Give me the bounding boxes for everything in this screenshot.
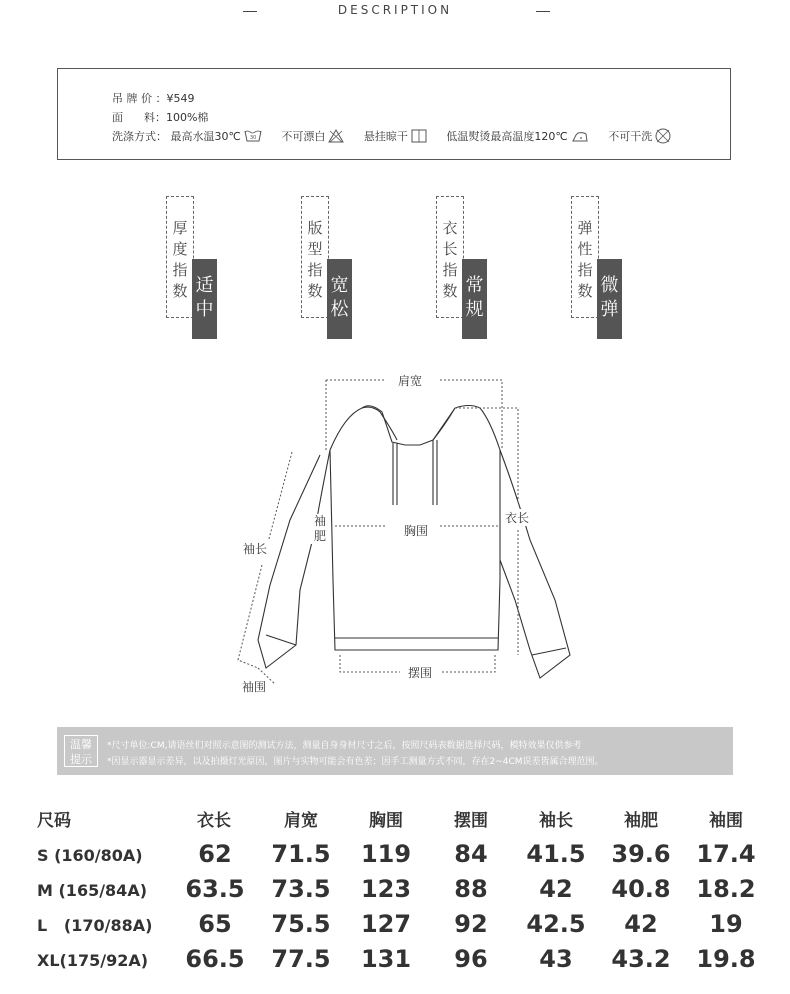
fabric-label: 面 料：: [112, 111, 166, 124]
cell: 42: [624, 910, 658, 938]
col-header-chest: 胸围: [369, 811, 403, 831]
index-length: [436, 196, 488, 339]
cell: 63.5: [185, 875, 245, 903]
row-label-m: M (165/84A): [37, 881, 148, 900]
no-bleach-icon: [328, 129, 344, 143]
cell: 19: [709, 910, 743, 938]
index-value: 微弹: [597, 259, 622, 339]
cell: 43: [539, 945, 573, 973]
index-fit: [301, 196, 353, 339]
cell: 42: [539, 875, 573, 903]
cell: 43.2: [611, 945, 671, 973]
col-header-sleeve-length: 袖长: [539, 811, 573, 831]
product-info-box: [57, 68, 731, 160]
row-label-l: L (170/88A): [37, 916, 153, 935]
cell: 75.5: [271, 910, 331, 938]
cell: 71.5: [271, 840, 331, 868]
row-label-xl: XL(175/92A): [37, 951, 149, 970]
cell: 40.8: [611, 875, 671, 903]
cell: 42.5: [526, 910, 586, 938]
svg-text:30: 30: [249, 135, 257, 141]
care-wash-30: [171, 128, 262, 144]
price-value: ¥549: [166, 92, 195, 105]
fabric-value: 100%棉: [165, 111, 209, 124]
col-header-cuff: 袖围: [709, 811, 743, 831]
index-label: 弹性指数: [577, 219, 593, 300]
label-length: 衣长: [505, 511, 530, 525]
care-no-dry-clean: [608, 128, 671, 144]
iron-low-icon: [571, 129, 589, 143]
cell: 65: [198, 910, 232, 938]
wash-label: 洗涤方式：: [112, 130, 167, 143]
index-label: 厚度指数: [172, 219, 188, 300]
care-text: 不可干洗: [608, 130, 653, 143]
care-no-bleach: [281, 128, 344, 144]
hang-dry-icon: [411, 129, 427, 143]
fabric-row: [112, 109, 208, 125]
tips-line-2: *因显示器显示差异，以及拍摄灯光原因，图片与实物可能会有色差；因手工测量方式不同，存在2~4CM误差皆属合理范围。: [107, 757, 604, 767]
col-header-hem: 摆围: [454, 811, 488, 831]
cell: 73.5: [271, 875, 331, 903]
tips-line-1: *尺寸单位:CM,请语丝们对照示意图的测试方法，测量自身身材尺寸之后，按照尺码表数据选择尺码，模特效果仅供参考: [107, 741, 582, 751]
cell: 17.4: [696, 840, 756, 868]
care-text: 悬挂晾干: [363, 130, 408, 143]
no-dry-clean-icon: [655, 128, 671, 144]
cell: 119: [360, 840, 412, 868]
cell: 84: [454, 840, 488, 868]
cell: 39.6: [611, 840, 671, 868]
cell: 92: [454, 910, 488, 938]
cell: 88: [454, 875, 488, 903]
index-value: 宽松: [327, 259, 352, 339]
col-header-shoulder: 肩宽: [284, 811, 318, 831]
cell: 19.8: [696, 945, 756, 973]
care-iron-low: [446, 128, 588, 144]
care-text: 不可漂白: [281, 130, 326, 143]
index-label: 版型指数: [307, 219, 323, 300]
header-dash-right: [536, 11, 550, 12]
col-header-size: 尺码: [37, 811, 71, 831]
label-cuff: 袖围: [242, 680, 267, 694]
hoodie-measurement-diagram: [0, 360, 790, 700]
cell: 18.2: [696, 875, 756, 903]
care-text: 低温熨烫最高温度120℃: [446, 130, 568, 143]
care-hang-dry: [364, 128, 427, 144]
col-header-length: 衣长: [197, 811, 231, 831]
price-label: 吊 牌 价 ：: [112, 92, 167, 105]
index-elasticity: [571, 196, 623, 339]
section-title: DESCRIPTION: [337, 3, 453, 17]
tips-tag: 温馨提示: [64, 735, 98, 767]
label-sleeve-length: 袖长: [243, 542, 268, 556]
index-label: 衣长指数: [442, 219, 458, 300]
wash-30-icon: [244, 129, 262, 143]
cell: 131: [360, 945, 412, 973]
index-value: 适中: [192, 259, 217, 339]
label-hem: 摆围: [408, 666, 433, 680]
cell: 41.5: [526, 840, 586, 868]
cell: 96: [454, 945, 488, 973]
cell: 62: [198, 840, 232, 868]
label-sleeve-width: 袖肥: [311, 514, 329, 544]
care-text: 最高水温30℃: [170, 130, 241, 143]
row-label-s: S (160/80A): [37, 846, 143, 865]
cell: 123: [360, 875, 412, 903]
label-chest: 胸围: [404, 524, 429, 538]
price-row: [112, 90, 195, 106]
tips-banner: [57, 727, 733, 775]
index-thickness: [166, 196, 218, 339]
label-shoulder-width: 肩宽: [398, 374, 423, 388]
index-value: 常规: [462, 259, 487, 339]
cell: 77.5: [271, 945, 331, 973]
col-header-sleeve-width: 袖肥: [624, 811, 658, 831]
care-row: [112, 128, 679, 144]
cell: 66.5: [185, 945, 245, 973]
cell: 127: [360, 910, 412, 938]
